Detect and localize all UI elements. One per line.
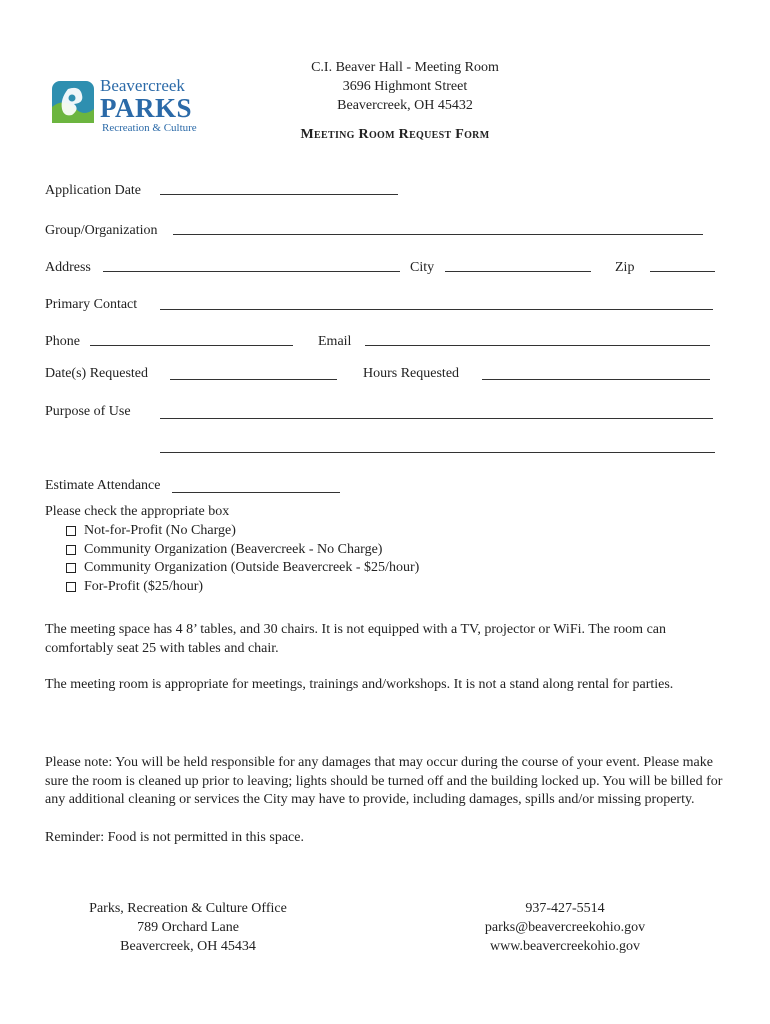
logo-line3: Recreation & Culture [102,122,197,134]
checkbox-icon[interactable] [66,526,76,536]
food-reminder: Reminder: Food is not permitted in this space. [45,830,304,845]
checkbox-prompt: Please check the appropriate box [45,504,230,519]
hours-requested-field[interactable] [482,379,710,380]
checkbox-option-label: For-Profit ($25/hour) [84,578,204,594]
logo-line1: Beavercreek [100,76,185,95]
email-label: Email [318,334,352,349]
group-label: Group/Organization [45,223,158,238]
dates-requested-label: Date(s) Requested [45,366,149,381]
application-date-label: Application Date [45,183,142,198]
beavercreek-parks-logo-icon [50,79,96,125]
footer-office [60,899,316,956]
city-label: City [410,260,435,275]
venue-address [250,58,560,115]
purpose-field-line1[interactable] [160,418,713,419]
footer-office-city: Beavercreek, OH 45434 [120,939,256,954]
zip-label: Zip [615,260,635,275]
application-date-field[interactable] [160,194,398,195]
purpose-label: Purpose of Use [45,404,131,419]
venue-street: 3696 Highmont Street [342,79,468,94]
primary-contact-field[interactable] [160,309,713,310]
phone-field[interactable] [90,345,293,346]
checkbox-list [66,522,419,596]
email-field[interactable] [365,345,710,346]
hours-requested-label: Hours Requested [363,366,460,381]
checkbox-option-label: Community Organization (Outside Beavercreek - $25/hour) [84,560,420,576]
attendance-field[interactable] [172,492,340,493]
footer-website[interactable]: www.beavercreekohio.gov [490,939,640,954]
checkbox-option[interactable] [66,541,419,560]
address-field[interactable] [103,271,400,272]
zip-field[interactable] [650,271,715,272]
venue-name: C.I. Beaver Hall - Meeting Room [311,60,499,75]
footer-contact [455,899,675,956]
venue-city: Beavercreek, OH 45432 [337,98,473,113]
footer-office-street: 789 Orchard Lane [137,920,239,935]
checkbox-option[interactable] [66,578,419,597]
footer-email[interactable]: parks@beavercreekohio.gov [484,920,646,935]
room-description: The meeting space has 4 8’ tables, and 30 chairs. It is not equipped with a TV, projector or WiFi. The room can comfortably seat 25 with tables and chair. [45,622,666,656]
phone-label: Phone [45,334,80,349]
checkbox-option[interactable] [66,559,419,578]
attendance-label: Estimate Attendance [45,478,161,493]
checkbox-option-label: Not-for-Profit (No Charge) [84,523,236,539]
room-usage: The meeting room is appropriate for meetings, trainings and/workshops. It is not a stand along rental for parties. [45,677,674,692]
checkbox-icon[interactable] [66,563,76,573]
checkbox-icon[interactable] [66,582,76,592]
logo [50,76,220,136]
footer-phone: 937-427-5514 [525,901,605,916]
primary-contact-label: Primary Contact [45,297,138,312]
group-field[interactable] [173,234,703,235]
checkbox-option-label: Community Organization (Beavercreek - No Charge) [84,541,383,557]
purpose-field-line2[interactable] [160,452,715,453]
form-title: Meeting Room Request Form [300,127,490,142]
checkbox-option[interactable] [66,522,419,541]
city-field[interactable] [445,271,591,272]
footer-office-name: Parks, Recreation & Culture Office [89,901,287,916]
responsibility-note: Please note: You will be held responsible for any damages that may occur during the course of your event. Please make sure the room is cleaned up prior to leaving; lights should be turned off and the building locked up. You will be billed for any additional cleaning or services the City may have to provide, including damages, spills and/or missing property. [45,755,723,807]
dates-requested-field[interactable] [170,379,337,380]
logo-line2: PARKS [100,93,193,123]
address-label: Address [45,260,91,275]
checkbox-icon[interactable] [66,545,76,555]
